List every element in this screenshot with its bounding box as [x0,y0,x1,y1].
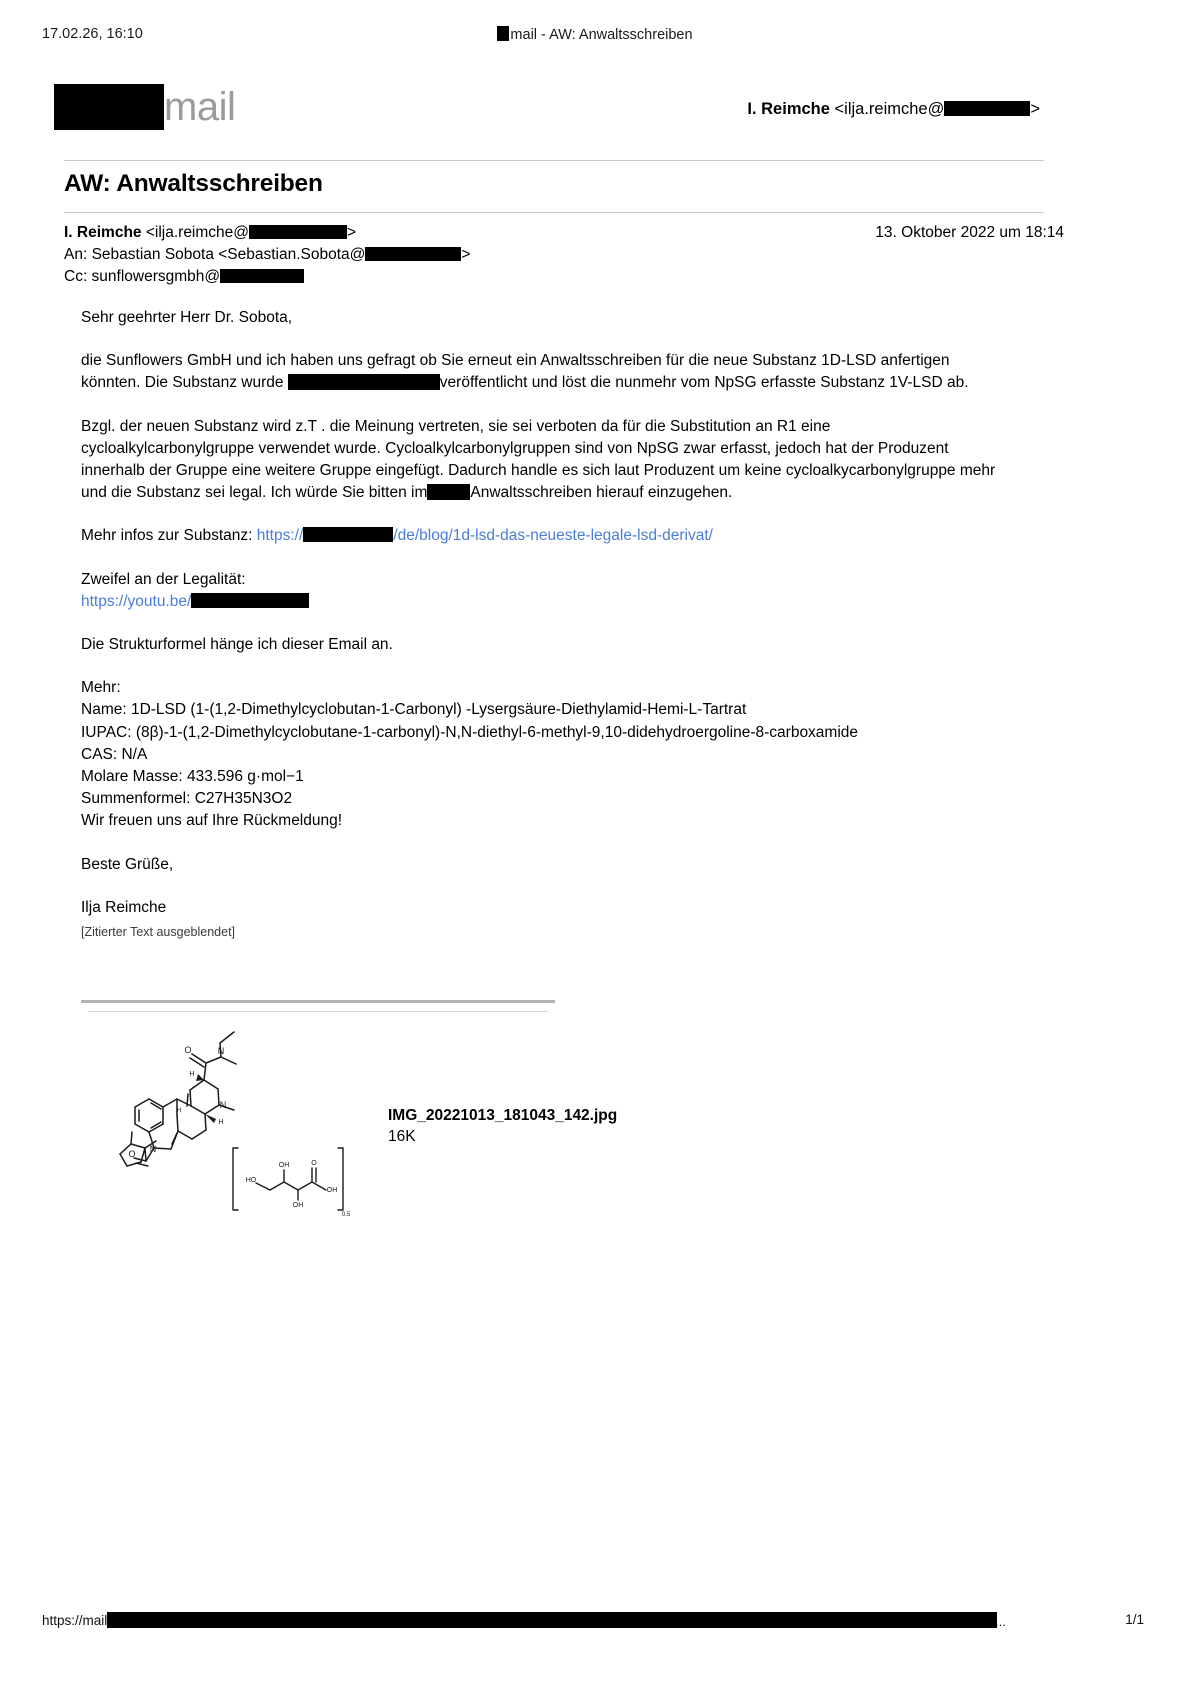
details-more-label: Mehr: [81,679,121,697]
attachment-size: 16K [388,1128,416,1145]
svg-text:N: N [217,1046,225,1056]
link-2-label: Zweifel an der Legalität: [81,570,246,588]
redaction-block-link-2-id [191,593,309,608]
redaction-block-cc-domain [220,269,304,283]
body-greeting: Sehr geehrter Herr Dr. Sobota, [81,309,293,326]
redaction-block-sender-domain [249,225,347,239]
details-molar-mass: Molare Masse: 433.596 g·mol−1 [81,768,304,786]
divider-top [64,160,1044,161]
redaction-block-publication [288,374,440,390]
stereo-wedge-c5 [205,1114,216,1123]
message-body [81,307,1001,943]
body-attachment-note: Die Strukturformel hänge ich dieser Email an. [81,636,393,654]
paragraph-2-after: Anwaltsschreiben hierauf einzugehen. [470,484,733,502]
redaction-block-inline [427,484,470,500]
recipient-suffix: > [461,246,471,263]
account-name: I. Reimche [747,100,830,118]
details-name: Name: 1D-LSD (1-(1,2-Dimethylcyclobutan-1-Carbonyl) -Lysergsäure-Diethylamid-Hemi-L-Tartrat [81,701,747,719]
redaction-block-account-domain [944,101,1030,116]
tartrate-labels [246,1160,351,1218]
footer-url-prefix: https://mail [42,1613,108,1628]
chemical-structure-image[interactable] [88,1020,358,1235]
footer-ellipsis: ... [995,1614,1006,1629]
print-footer [0,1612,1190,1636]
svg-text:O: O [184,1045,192,1055]
account-email-suffix: > [1030,100,1040,118]
substance-info-link[interactable] [257,527,713,544]
redaction-block-logo [54,84,164,130]
svg-text:HO: HO [245,1177,257,1184]
svg-text:H: H [218,1119,224,1126]
sender-email-prefix: <ilja.reimche@ [145,224,250,241]
header-cc [64,266,1064,288]
attachment-divider-thick [81,1000,555,1003]
mail-logo [54,84,235,130]
link-1-prefix: https:// [256,527,304,545]
details-cas: CAS: N/A [81,745,148,763]
footer-url [42,1612,997,1628]
body-signature: Ilja Reimche [81,898,167,916]
svg-text:H: H [189,1071,195,1078]
redaction-block-footer-url [107,1612,997,1628]
svg-text:OH: OH [326,1187,338,1194]
svg-text:O: O [311,1160,317,1167]
svg-text:N: N [149,1144,157,1154]
paragraph-2-before: Bzgl. der neuen Substanz wird z.T . die Meinung vertreten, sie sei verboten da für die Substitution an R1 eine cycloalkylcarbonylgruppe verwendet wurde. Cycloalkylcarbonylgruppen sind von NpSG zwar erfasst, jedoch hat der Produzent innerhalb der Gruppe eine weitere Gruppe eingefügt. Dadurch handle es sich laut Produzent um keine cycloalkycarbonylgruppe mehr und die Substanz sei legal. Ich würde Sie bitten im [81,417,996,502]
body-paragraph-1 [81,350,1001,394]
link-2-prefix: https://youtu.be/ [81,592,192,610]
redaction-block-title [497,26,509,41]
account-email-prefix: <ilja.reimche@ [834,100,945,118]
details-iupac: IUPAC: (8β)-1-(1,2-Dimethylcyclobutane-1-carbonyl)-N,N-diethyl-6-methyl-9,10-didehydroergoline-8-carboxamide [81,723,859,741]
sender-email-suffix: > [347,224,357,241]
paragraph-1-after: veröffentlicht und löst die nunmehr vom NpSG erfasste Substanz 1V-LSD ab. [439,374,969,392]
divider-subject [64,212,1044,213]
stereo-wedge-c8 [196,1074,204,1081]
header-to [64,244,1064,266]
attachment-info [388,1105,617,1147]
link-1-suffix: /de/blog/1d-lsd-das-neueste-legale-lsd-derivat/ [393,527,713,545]
redaction-block-recipient-domain [365,247,461,261]
redaction-block-link-1-domain [303,527,393,542]
svg-text:N: N [219,1100,227,1110]
svg-text:O: O [128,1149,136,1159]
body-link-2-row [81,569,1001,613]
print-header [0,26,1190,46]
page-title: AW: Anwaltsschreiben [64,170,323,197]
print-title [0,26,1190,43]
account-identity [747,100,1040,119]
logo-wordmark: mail [164,85,236,129]
attachment-filename[interactable]: IMG_20221013_181043_142.jpg [388,1107,618,1124]
quoted-text-collapsed[interactable]: [Zitierter Text ausgeblendet] [81,925,236,940]
body-closing-2: Beste Grüße, [81,855,174,873]
attachment-divider-thin [88,1011,548,1012]
svg-text:0.5: 0.5 [341,1212,351,1218]
svg-text:OH: OH [278,1162,290,1169]
substance-details [81,677,1001,810]
body-paragraph-2 [81,416,1001,505]
svg-text:OH: OH [292,1202,304,1209]
footer-page-number: 1/1 [1125,1612,1144,1627]
details-formula: Summenformel: C27H35N3O2 [81,790,293,808]
sender-name: I. Reimche [64,224,142,241]
body-closing-1: Wir freuen uns auf Ihre Rückmeldung! [81,812,343,830]
brand-row [0,84,1190,144]
print-title-text: mail - AW: Anwaltsschreiben [510,27,693,43]
body-link-1-row [81,525,1001,547]
message-date: 13. Oktober 2022 um 18:14 [875,224,1064,241]
recipient-label: An: Sebastian Sobota <Sebastian.Sobota@ [64,246,366,263]
paragraph-1-before: die Sunflowers GmbH und ich haben uns gefragt ob Sie erneut ein Anwaltsschreiben für die neue Substanz 1D-LSD anfertigen könnten. Die Substanz wurde [81,352,950,392]
chemical-structure-svg [88,1020,358,1235]
cc-label: Cc: sunflowersgmbh@ [64,268,221,285]
link-1-label: Mehr infos zur Substanz: [81,527,257,545]
print-date: 17.02.26, 16:10 [42,26,143,42]
svg-text:H: H [176,1108,182,1114]
message-headers [64,222,1064,288]
youtube-link[interactable] [81,593,309,610]
